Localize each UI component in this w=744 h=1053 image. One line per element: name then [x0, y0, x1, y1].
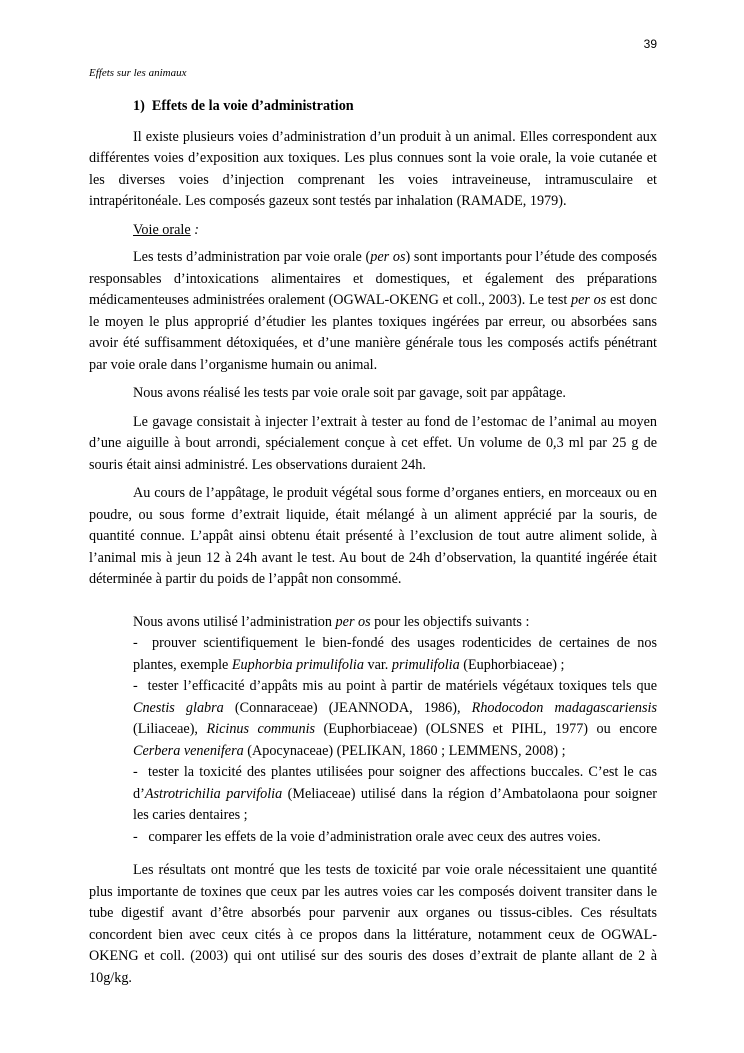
- appatage-paragraph: Au cours de l’appâtage, le produit végétal sous forme d’organes entiers, en morceaux ou en poudre, ou sous forme d’extrait liquide, était mélangé à un aliment apprécié par la souris, de quantité connue. L’appât ainsi obtenu était présenté à l’exclusion de tout autre aliment solide, à l’animal mis à jeun 12 à 24h avant le test. Au bout de 24h d’observation, la quantité ingérée était déterminée à partir du poids de l’appât non consommé.: [89, 485, 657, 587]
- species-name: Euphorbia primulifolia: [231, 656, 364, 673]
- species-name: Astrotrichilia parvifolia: [144, 785, 283, 802]
- objective-item: [133, 762, 657, 827]
- text-run: ) sont importants pour l’étude des composés responsables d’intoxications alimentaires et domestiques, et également des préparations médicamenteuses administrées oralement (OGWAL-OKENG et coll., 2003). Le test: [89, 249, 658, 308]
- gavage-paragraph: Le gavage consistait à injecter l’extrait à tester au fond de l’estomac de l’animal au moyen d’une aiguille à bout arrondi, spécialement conçue à cet effet. Un volume de 0,3 ml par 25 g de souris était ainsi administré. Les observations duraient 24h.: [89, 413, 657, 473]
- intro-paragraph: Il existe plusieurs voies d’administration d’un produit à un animal. Elles correspondent aux différentes voies d’exposition aux toxiques. Les plus connues sont la voie orale, la voie cutanée et les diverses voies d’injection comprenant les voies intraveineuse, intramusculaire et intrapéritonéale. Les composés gazeux sont testés par inhalation (RAMADE, 1979).: [89, 128, 657, 209]
- voie-orale-paragraph: [89, 247, 657, 376]
- text-run: (Euphorbiaceae) ;: [459, 656, 565, 673]
- section-title: 1) Effets de la voie d’administration: [133, 98, 354, 114]
- text-run: Nous avons utilisé l’administration: [133, 613, 336, 630]
- page-number: 39: [643, 37, 657, 51]
- voie-orale-heading-text: Voie orale: [133, 221, 191, 238]
- species-name: Rhodocodon madagascariensis: [471, 699, 658, 716]
- objective-item: [133, 633, 657, 676]
- species-name: primulifolia: [391, 656, 460, 673]
- species-name: Cerbera venenifera: [133, 742, 244, 759]
- text-run: (Apocynaceae) (PELIKAN, 1860 ; LEMMENS, 2008) ;: [243, 742, 566, 759]
- results-paragraph: Les résultats ont montré que les tests de toxicité par voie orale nécessitaient une quantité plus importante de toxines que ceux par les autres voies car les composés doivent transiter dans le tube digestif avant d’être absorbés pour parvenir aux organes ou tissus-cibles. Ces résultats concordent bien avec ceux cités à ce propos dans la littérature, notamment ceux de OGWAL-OKENG et coll. (2003) qui ont utilisé sur des souris des doses d’extrait de plante allant de 2 à 10g/kg.: [89, 862, 657, 986]
- text-run: Les tests d’administration par voie orale (: [133, 249, 371, 265]
- running-header: Effets sur les animaux: [89, 67, 187, 79]
- objectives-intro: [89, 612, 657, 634]
- text-run: - prouver scientifiquement le bien-fondé des usages rodenticides de certaines de nos plantes, exemple: [133, 635, 657, 673]
- methods-paragraph: Nous avons réalisé les tests par voie orale soit par gavage, soit par appâtage.: [133, 385, 566, 401]
- text-run: est donc le moyen le plus approprié d’étudier les plantes toxiques ingérées par erreur, ou absorbées sans avoir été suffisamment détoxiquées, et d’une manière générale tous les composés actifs pénétrant par voie orale dans l’organisme humain ou animal.: [89, 292, 658, 373]
- voie-orale-heading: [89, 220, 657, 242]
- text-run: var.: [363, 656, 392, 673]
- italic-term: per os: [370, 249, 406, 265]
- objective-item: - comparer les effets de la voie d’administration orale avec ceux des autres voies.: [133, 828, 601, 845]
- document-body: [89, 96, 657, 989]
- text-run: (Euphorbiaceae) (OLSNES et PIHL, 1977) ou encore: [315, 721, 657, 737]
- objective-item: [133, 676, 657, 762]
- italic-term: per os: [335, 613, 371, 630]
- text-run: - tester la toxicité des plantes utilisées pour soigner des affections buccales. C’est le cas d’: [133, 764, 657, 802]
- text-run: (Liliaceae),: [133, 721, 207, 737]
- text-run: pour les objectifs suivants :: [370, 613, 530, 630]
- italic-term: per os: [571, 292, 607, 308]
- objectives-list: [89, 633, 657, 848]
- species-name: Ricinus communis: [206, 721, 316, 737]
- voie-orale-heading-colon: :: [190, 221, 199, 238]
- species-name: Cnestis glabra: [133, 699, 224, 716]
- text-run: (Meliaceae) utilisé dans la région d’Ambatolaona pour soigner les caries dentaires ;: [133, 785, 657, 823]
- text-run: - tester l’efficacité d’appâts mis au point à partir de matériels végétaux toxiques tels que: [133, 678, 657, 694]
- text-run: (Connaraceae) (JEANNODA, 1986),: [223, 699, 472, 716]
